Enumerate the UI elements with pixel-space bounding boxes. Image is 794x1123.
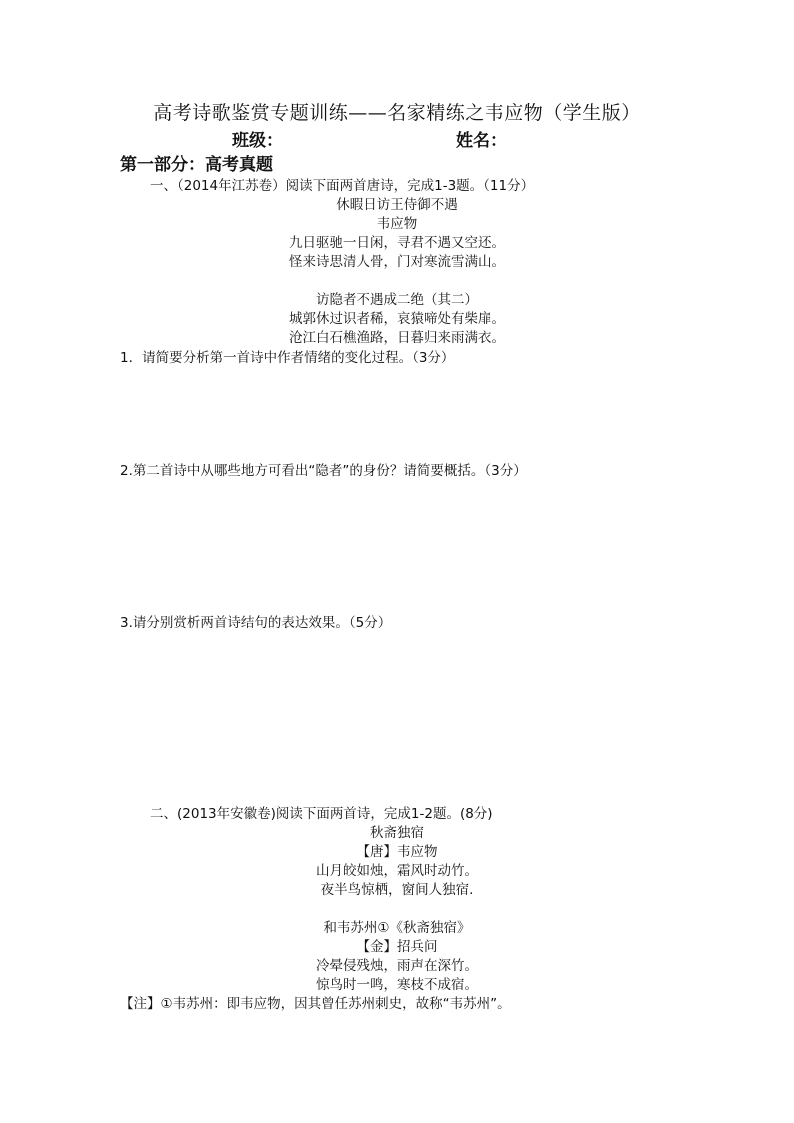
poem1-title: 休暇日访王侍御不遇 — [336, 197, 458, 213]
poem4-line: 冷晕侵残烛，雨声在深竹。 — [316, 958, 478, 974]
question-2: 2.第二首诗中从哪些地方可看出“隐者”的身份？请简要概括。（3分） — [120, 463, 527, 479]
poem1-author: 韦应物 — [376, 216, 418, 232]
poem3-line: 夜半鸟惊栖，窗间人独宿. — [320, 882, 474, 898]
poem3-author: 【唐】韦应物 — [356, 844, 438, 860]
poem2-line: 沧江白石樵渔路，日暮归来雨满衣。 — [289, 330, 505, 346]
section2-heading: 二、(2013年安徽卷)阅读下面两首诗，完成1-2题。(8分) — [150, 806, 493, 822]
section1-heading: 一、（2014年江苏卷）阅读下面两首唐诗，完成1-3题。（11分） — [150, 178, 535, 194]
question-1: 1．请简要分析第一首诗中作者情绪的变化过程。（3分） — [120, 350, 455, 366]
poem3-line: 山月皎如烛，霜风时动竹。 — [316, 863, 478, 879]
poem4-author: 【金】招兵问 — [356, 939, 438, 955]
footnote: 【注】①韦苏州：即韦应物，因其曾任苏州刺史，故称“韦苏州”。 — [120, 996, 511, 1012]
poem1-line: 怪来诗思清人骨，门对寒流雪满山。 — [289, 254, 505, 270]
class-label: 班级： — [232, 131, 283, 151]
name-label: 姓名： — [456, 131, 507, 151]
question-3: 3.请分别赏析两首诗结句的表达效果。（5分） — [120, 615, 392, 631]
poem4-line: 惊鸟时一鸣，寒枝不成宿。 — [316, 977, 478, 993]
document-title: 高考诗歌鉴赏专题训练——名家精练之韦应物（学生版） — [153, 102, 641, 124]
poem2-line: 城郭休过识者稀，哀猿啼处有柴扉。 — [289, 311, 505, 327]
poem1-line: 九日驱驰一日闲，寻君不遇又空还。 — [289, 235, 505, 251]
poem2-title: 访隐者不遇成二绝（其二） — [316, 292, 478, 308]
part-title: 第一部分：高考真题 — [120, 155, 273, 175]
poem4-title: 和韦苏州①《秋斋独宿》 — [323, 920, 471, 936]
poem3-title: 秋斋独宿 — [370, 825, 424, 841]
